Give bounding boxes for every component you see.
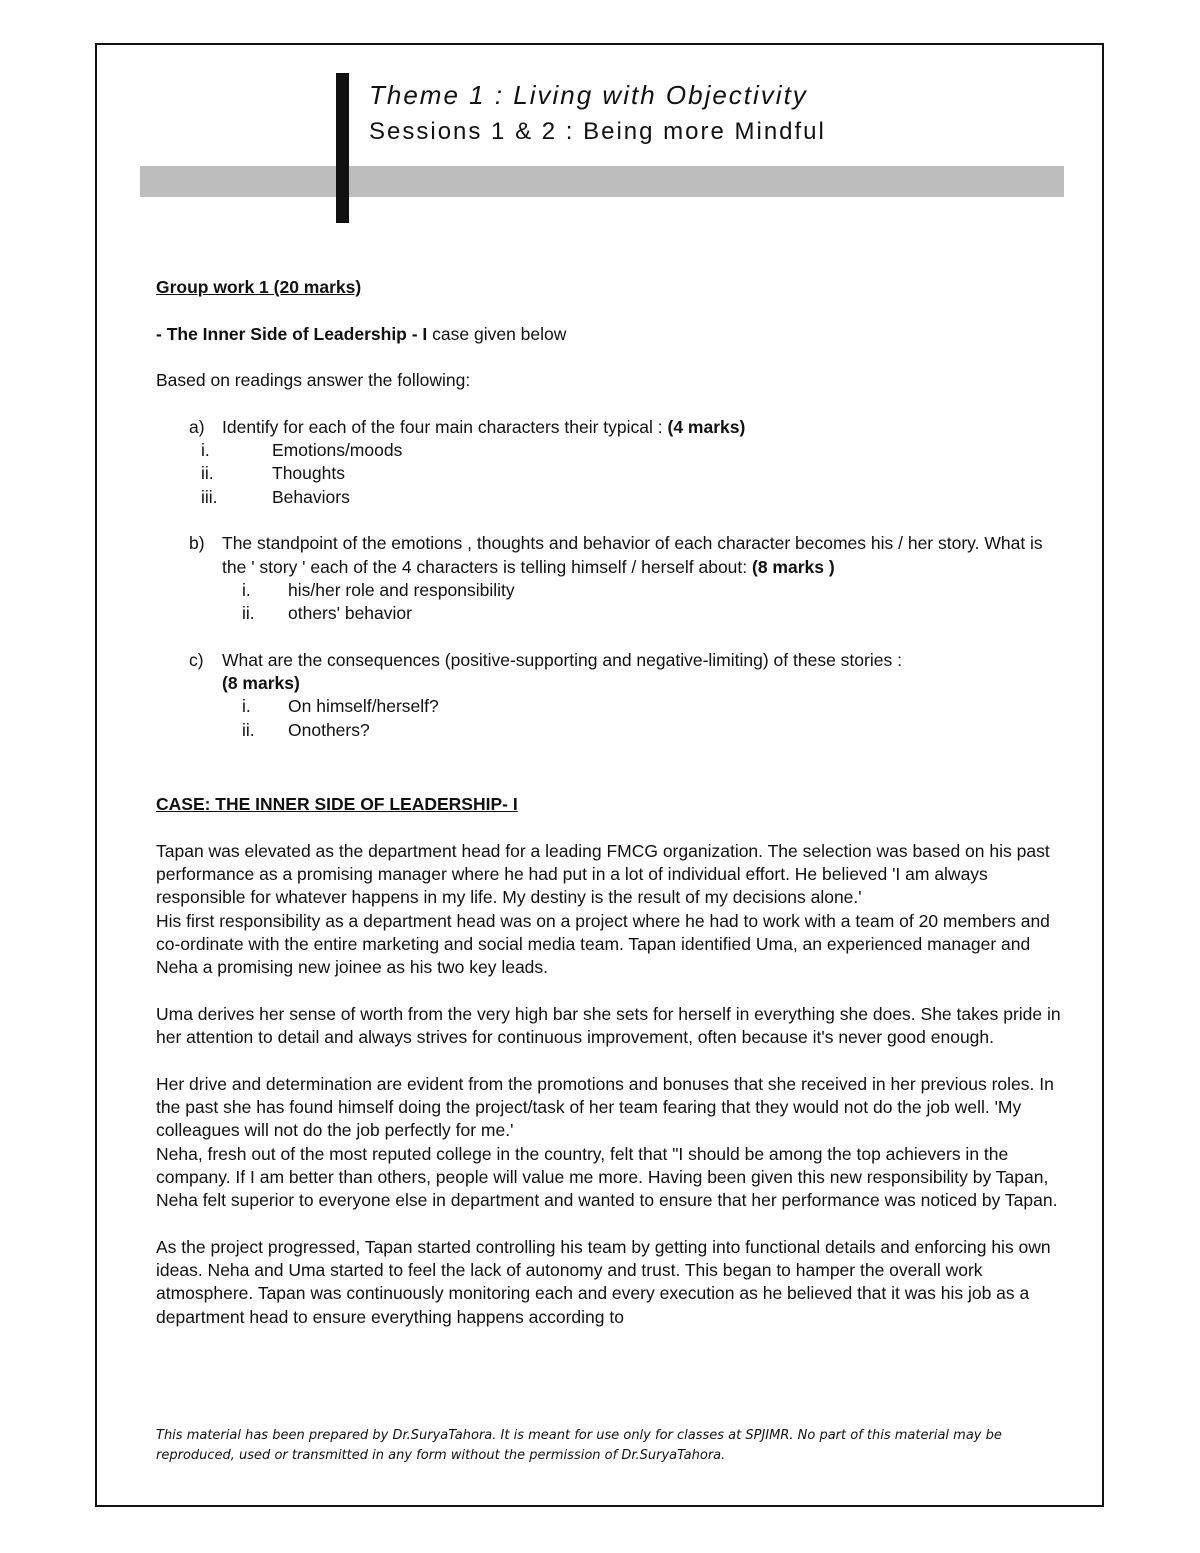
- document-body: [156, 276, 1071, 1329]
- sub-item: ii. Onothers?: [242, 719, 370, 740]
- case-reference-rest: case given below: [427, 323, 567, 344]
- case-paragraph: Tapan was elevated as the department head for a leading FMCG organization. The selection was based on his past performance as a promising manager where he had put in a lot of individual effort. He believed 'I am always responsible for whatever happens in my life. My destiny is the result of my decisions alone.': [156, 840, 1050, 908]
- sub-item: ii. Thoughts: [201, 463, 345, 484]
- case-paragraph: As the project progressed, Tapan started controlling his team by getting into functional details and enforcing his own ideas. Neha and Uma started to feel the lack of autonomy and trust. This began to hamper the overall work atmosphere. Tapan was continuously monitoring each and every execution as he believed that it was his job as a department head to ensure everything happens according to: [156, 1236, 1051, 1327]
- session-title: Sessions 1 & 2 : Being more Mindful: [369, 118, 826, 145]
- question-label: a): [189, 416, 205, 437]
- copyright-note: This material has been prepared by Dr.SuryaTahora. It is meant for use only for classes at SPJIMR. No part of this material may be reproduced, used or transmitted in any form without the permission of Dr.SuryaTahora.: [156, 1428, 1002, 1463]
- case-paragraph: Her drive and determination are evident from the promotions and bonuses that she received in her previous roles. In the past she has found himself doing the project/task of her team fearing that they would not do the job well. 'My colleagues will not do the job perfectly for me.': [156, 1073, 1054, 1141]
- instructions-intro: Based on readings answer the following:: [156, 370, 471, 391]
- question-marks: (4 marks): [667, 416, 746, 437]
- question-a: [189, 416, 1071, 439]
- question-text: Identify for each of the four main characters their typical :: [222, 416, 668, 437]
- question-marks: (8 marks): [222, 673, 300, 694]
- case-paragraph: Neha, fresh out of the most reputed college in the country, felt that "I should be among the top achievers in the company. If I am better than others, people will value me more. Having been given this new responsibility by Tapan, Neha felt superior to everyone else in department and wanted to ensure that her performance was noticed by Tapan.: [156, 1143, 1058, 1211]
- question-label: b): [189, 533, 205, 554]
- sub-item: ii. others' behavior: [242, 603, 412, 624]
- question-c: [189, 649, 1071, 696]
- header-vertical-bar: [336, 73, 349, 223]
- case-reference-bold: - The Inner Side of Leadership - I: [156, 323, 428, 344]
- group-work-heading: Group work 1 (20 marks): [156, 277, 362, 297]
- case-paragraph: His first responsibility as a department head was on a project where he had to work with a team of 20 members and co-ordinate with the entire marketing and social media team. Tapan identified Uma, an experienced manager and Neha a promising new joinee as his two key leads.: [156, 910, 1050, 978]
- question-label: c): [189, 649, 204, 670]
- case-heading: CASE: THE INNER SIDE OF LEADERSHIP- I: [156, 794, 518, 815]
- theme-title: Theme 1 : Living with Objectivity: [369, 80, 808, 110]
- question-text: What are the consequences (positive-supporting and negative-limiting) of these stories :: [222, 649, 902, 670]
- header-band: [140, 166, 1064, 197]
- sub-item: i. On himself/herself?: [242, 696, 439, 717]
- sub-item: i. his/her role and responsibility: [242, 579, 515, 600]
- question-b: [189, 532, 1071, 579]
- sub-item: iii. Behaviors: [201, 486, 350, 507]
- question-text: The standpoint of the emotions , thoughts and behavior of each character becomes his / her story. What is the ' story ' each of the 4 characters is telling himself / herself about:: [222, 533, 1043, 577]
- sub-item: i. Emotions/moods: [201, 440, 403, 461]
- case-paragraph: Uma derives her sense of worth from the very high bar she sets for herself in everything she does. She takes pride in her attention to detail and always strives for continuous improvement, often because it's never good enough.: [156, 1003, 1061, 1048]
- question-marks: (8 marks ): [752, 556, 835, 577]
- case-reference-line: [156, 323, 1071, 346]
